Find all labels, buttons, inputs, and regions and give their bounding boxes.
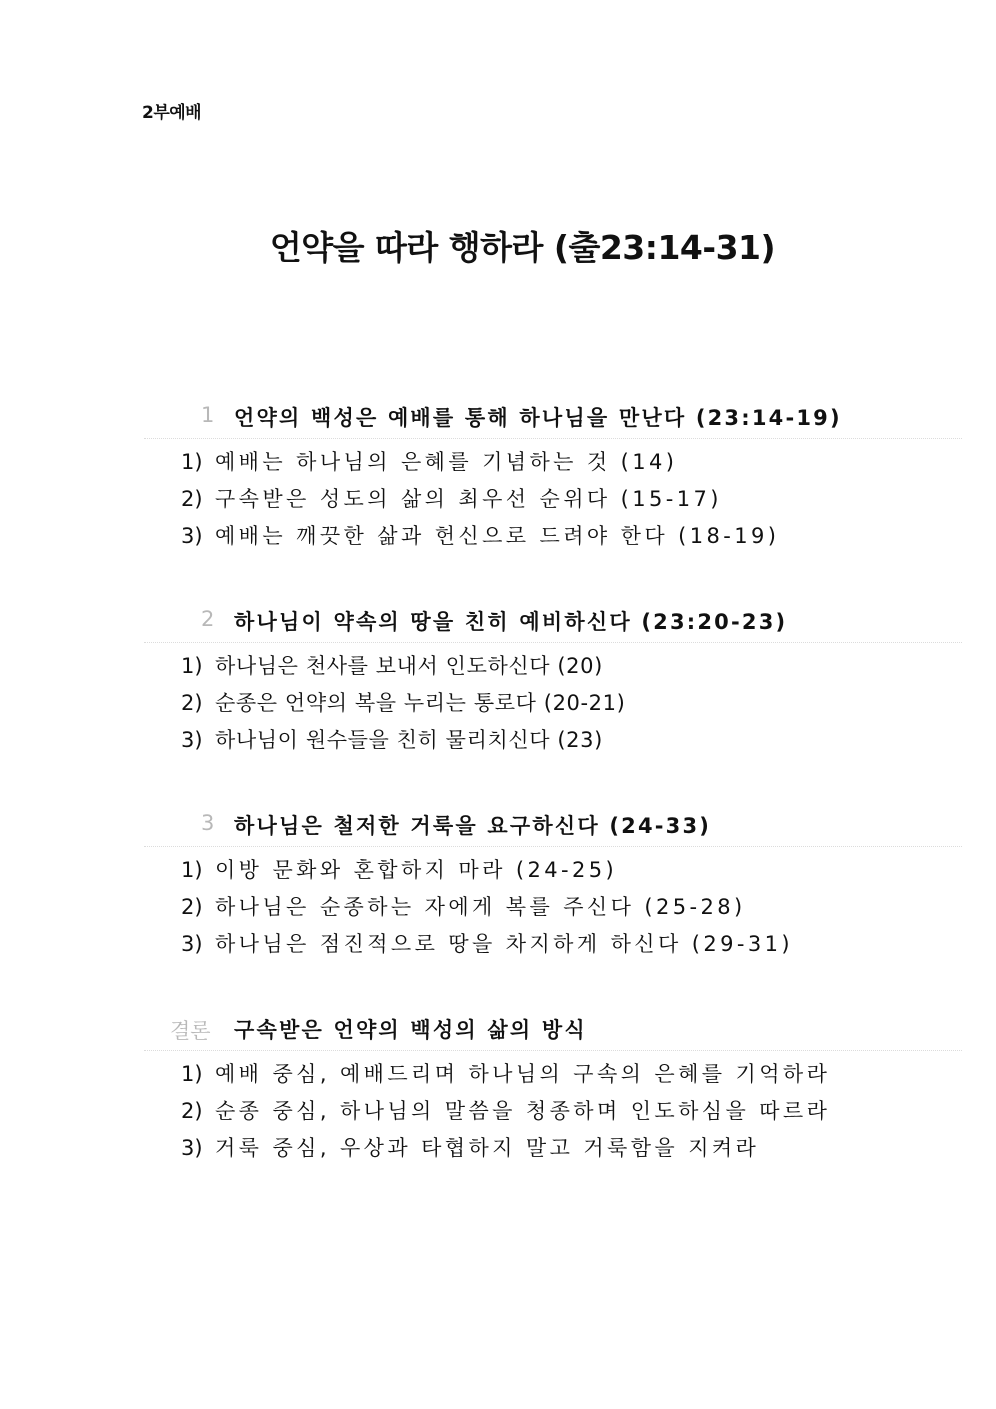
section-header (144, 602, 962, 643)
outline-item (144, 518, 962, 555)
item-number: 2) (181, 691, 203, 715)
item-text: 하나님은 순종하는 자에게 복를 주신다 (25-28) (215, 895, 746, 919)
item-number: 1) (181, 1062, 203, 1086)
outline-item (144, 852, 962, 889)
service-label: 2부예배 (142, 103, 202, 123)
outline-item (144, 685, 962, 722)
item-text: 순종은 언약의 복을 누리는 통로다 (20-21) (215, 691, 626, 715)
section-heading: 하나님이 약속의 땅을 친히 예비하신다 (23:20-23) (234, 610, 788, 634)
section-items (144, 439, 962, 555)
section-header (144, 398, 962, 439)
item-number: 2) (181, 487, 203, 511)
item-number: 2) (181, 895, 203, 919)
item-text: 순종 중심, 하나님의 말씀을 청종하며 인도하심을 따르라 (215, 1099, 831, 1123)
outline-item (144, 1130, 962, 1167)
item-text: 하나님이 원수들을 친히 물리치신다 (23) (215, 728, 603, 752)
outline-item (144, 481, 962, 518)
section-heading: 하나님은 철저한 거룩을 요구하신다 (24-33) (234, 814, 712, 838)
outline-section-conclusion (144, 1010, 962, 1167)
item-text: 예배는 깨끗한 삶과 헌신으로 드려야 한다 (18-19) (215, 524, 780, 548)
item-number: 3) (181, 1136, 203, 1160)
outline-item (144, 1093, 962, 1130)
outline-item (144, 444, 962, 481)
item-number: 1) (181, 654, 203, 678)
outline-section-1 (144, 398, 962, 555)
item-number: 1) (181, 450, 203, 474)
section-items (144, 847, 962, 963)
item-number: 3) (181, 932, 203, 956)
item-text: 이방 문화와 혼합하지 마라 (24-25) (215, 858, 618, 882)
item-text: 하나님은 천사를 보내서 인도하신다 (20) (215, 654, 603, 678)
item-text: 예배는 하나님의 은혜를 기념하는 것 (14) (215, 450, 678, 474)
item-number: 3) (181, 728, 203, 752)
outline-item (144, 722, 962, 759)
section-number: 1 (201, 403, 215, 427)
item-text: 하나님은 점진적으로 땅을 차지하게 하신다 (29-31) (215, 932, 793, 956)
item-text: 구속받은 성도의 삶의 최우선 순위다 (15-17) (215, 487, 722, 511)
section-items (144, 1051, 962, 1167)
section-heading: 언약의 백성은 예배를 통해 하나님을 만난다 (23:14-19) (234, 406, 842, 430)
outline-section-2 (144, 602, 962, 759)
outline-item (144, 1056, 962, 1093)
item-text: 거룩 중심, 우상과 타협하지 말고 거룩함을 지켜라 (215, 1136, 760, 1160)
section-heading: 구속받은 언약의 백성의 삶의 방식 (234, 1018, 587, 1042)
outline-section-3 (144, 806, 962, 963)
item-number: 3) (181, 524, 203, 548)
section-items (144, 643, 962, 759)
item-text: 예배 중심, 예배드리며 하나님의 구속의 은혜를 기억하라 (215, 1062, 831, 1086)
section-header (144, 1010, 962, 1051)
section-number: 3 (201, 811, 215, 835)
item-number: 1) (181, 858, 203, 882)
section-header (144, 806, 962, 847)
outline-item (144, 889, 962, 926)
outline-item (144, 926, 962, 963)
sermon-title: 언약을 따라 행하라 (출23:14-31) (269, 228, 776, 267)
section-number: 결론 (170, 1019, 211, 1043)
item-number: 2) (181, 1099, 203, 1123)
outline-item (144, 648, 962, 685)
section-number: 2 (201, 607, 215, 631)
